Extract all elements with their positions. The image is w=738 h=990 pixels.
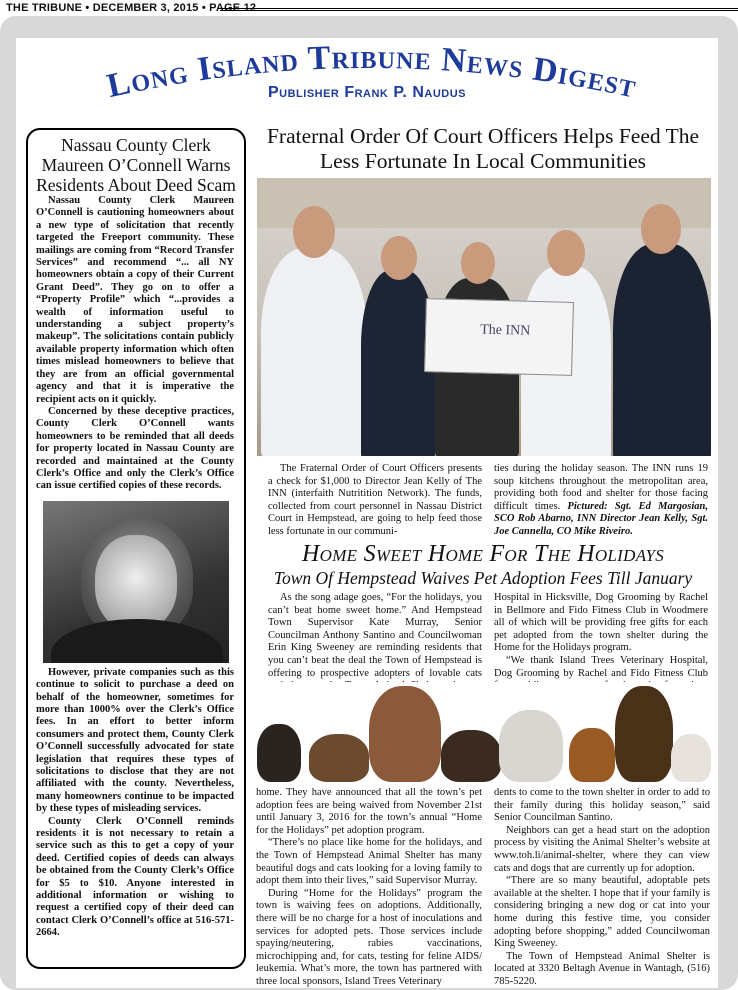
photo-caption: Pictured: Sgt. Ed Margosian, SCO Rob Abarno, INN Director Jean Kelly, Sgt. Joe Cannella, CO Mike Riveiro. bbox=[494, 500, 708, 537]
dog-pitbull bbox=[369, 686, 441, 782]
running-head-rule bbox=[220, 8, 738, 13]
article2-subhead: Town Of Hempstead Waives Pet Adoption Fees Till January bbox=[273, 568, 693, 588]
dog-shepherd bbox=[615, 686, 673, 782]
masthead bbox=[16, 38, 718, 130]
article1-text: ties during the holiday season. The INN runs 19 soup kitchens throughout the metropolitan area, providing both food and shelter for those facing difficult times. bbox=[494, 463, 708, 512]
article2-text: home. They have announced that all the town’s pet adoption fees are being waived from November 21st until January 3, 2016 for the town’s annual “Home for the Holidays” pet adoption program. bbox=[256, 787, 482, 836]
article2-text: During “Home for the Holidays” program the town is waiving fees on adoptions. Additionally, there will be no charge for a host of inoculations and services for adopted pets. Those services include spaying/neutering, rabies vaccinations, microchipping and, for cats, testing for feline AIDS/ leukemia. What’s more, the town has partnered with three local sponsors, Island Trees Veterinary bbox=[256, 887, 482, 987]
article2-col2-bottom bbox=[494, 787, 710, 989]
officer-1-head bbox=[293, 206, 335, 258]
article2-text: “There’s no place like home for the holidays, and the Town of Hempstead Animal Shelter has many beautiful dogs and cats looking for a loving family to adopt them into their lives,” said Supervisor Murray. bbox=[256, 837, 482, 887]
article2-col2-top bbox=[494, 592, 708, 693]
adoptable-dogs-photo-strip bbox=[255, 682, 714, 782]
officer-5 bbox=[613, 244, 711, 456]
article1-col2 bbox=[494, 463, 708, 539]
article2-col1-bottom bbox=[256, 787, 482, 989]
article1-headline: Fraternal Order Of Court Officers Helps Feed The Less Fortunate In Local Communities bbox=[266, 124, 700, 173]
article2-text: The Town of Hempstead Animal Shelter is located at 3320 Beltagh Avenue in Wantagh, (516) 785-5220. bbox=[494, 950, 710, 987]
sidebar-body bbox=[28, 195, 244, 493]
sidebar-paragraph: Nassau County Clerk Maureen O’Connell is cautioning homeowners about a new type of solicitation that recently targeted the Freeport community. These mailings are coming from “Record Transfer Services” and recommend “... all NY homeowners obtain a copy of their Current Grant Deed”. They go on to offer a “Property Profile” which “...provides a wealth of information useful to understanding a subject property’s makeup”. The solicitations contain publicly available property information which often times mislead homeowners to believe that they are from an official governmental agency and that it is imperative the recipient acts on it quickly. bbox=[36, 195, 234, 405]
clerk-portrait-photo bbox=[43, 501, 229, 663]
article2-text: Neighbors can get a head start on the adoption process by visiting the Animal Shelter’s website at www.toh.li/animal-shelter, where they can view cats and dogs that are currently up for adoption. bbox=[494, 824, 710, 874]
sidebar-body-continued bbox=[28, 667, 244, 940]
sidebar-paragraph: Concerned by these deceptive practices, County Clerk O’Connell wants homeowners to be reminded that all deeds for property located in Nassau County are recorded and maintained at the County Clerk’s Office and only the Clerk’s Office can issue certified copies of these records. bbox=[36, 405, 234, 492]
officer-4-head bbox=[547, 230, 585, 276]
article2-text: “We thank Island Trees Veterinary Hospital, Dog Grooming by Rachel and Fido Fitness Club bbox=[494, 654, 708, 679]
portrait-shoulders bbox=[51, 619, 223, 663]
article2-text: dents to come to the town shelter in order to add to their family during this holiday season,” said Senior Councilman Santino. bbox=[494, 787, 710, 824]
dog-small-white bbox=[671, 734, 711, 782]
officer-1 bbox=[261, 248, 367, 456]
sidebar-paragraph: However, private companies such as this continue to solicit to purchase a deed on behalf of the homeowner, sometimes for more than 1000% over the Clerk’s Office fees. In an effort to better inform consumers and protect them, County Clerk O’Connell successfully advocated for state legislation that requires these types of solicitations to disclose that they are not affiliated with the county. Nevertheless, many homeowners continue to be impacted by these types of misleading services. bbox=[36, 666, 234, 815]
donation-check bbox=[424, 298, 574, 376]
masthead-publisher: Publisher Frank P. Naudus bbox=[267, 84, 466, 101]
check-payee: The INN bbox=[479, 322, 531, 339]
article2-text: Hospital in Hicksville, Dog Grooming by Rachel in Bellmore and Fido Fitness Club in Woodmere all of which will be providing free gifts for each pet adopted from the town shelter during the Home for the Holidays program. bbox=[494, 592, 708, 654]
officer-2-head bbox=[381, 236, 417, 280]
officer-5-head bbox=[641, 204, 681, 254]
article1-col1 bbox=[268, 463, 482, 539]
article1-text: The Fraternal Order of Court Officers presents a check for $1,000 to Director Jean Kelly of The INN (interfaith Nutritition Network). The funds, collected from court personnel in Nassau District Court in Hempstead, are going to help feed those less fortunate in our communi- bbox=[268, 463, 482, 537]
dog-bulldog bbox=[499, 710, 563, 782]
sidebar-paragraph: County Clerk O’Connell reminds residents it is not necessary to retain a service such as this to get a copy of your deed. Certified copies of deeds can always be obtained from the County Clerk’s Office for $5 to $10. Anyone interested in additional information or wishing to request a certified copy of their deed can contact Clerk O’Connell’s office at 516-571-2664. bbox=[36, 815, 234, 939]
masthead-title: Long Island Tribune News Digest bbox=[103, 38, 641, 106]
article2-text: As the song adage goes, “For the holidays, you can’t beat home sweet home.” And Hempstead Town Supervisor Kate Murray, Senior Councilman Anthony Santino and Councilwoman Erin King Sweeney are reminding residents that you can’t beat the deal the Town of Hempstead is offering to prospective adopters of lovable cats bbox=[268, 592, 482, 679]
article2-text: “There are so many beautiful, adoptable pets available at the shelter. I hope that if your family is considering bringing a new dog or cat into your home during this festive time, you consider adopting before shopping,” added Councilwoman King Sweeney. bbox=[494, 875, 710, 950]
dog-puppy-brown bbox=[309, 734, 369, 782]
dog-yorkie bbox=[257, 724, 301, 782]
court-officers-photo bbox=[257, 178, 711, 456]
portrait-face bbox=[95, 535, 177, 631]
article2-headline: Home Sweet Home For The Holidays bbox=[301, 541, 665, 567]
running-head: THE TRIBUNE • DECEMBER 3, 2015 • PAGE 12 bbox=[6, 2, 257, 14]
jean-kelly-head bbox=[461, 242, 495, 284]
sidebar-headline: Nassau County Clerk Maureen O’Connell Warns Residents About Deed Scam bbox=[36, 135, 236, 195]
dog-lab-puppy bbox=[441, 730, 501, 782]
sidebar-article bbox=[26, 128, 246, 969]
dog-spaniel bbox=[569, 728, 615, 782]
